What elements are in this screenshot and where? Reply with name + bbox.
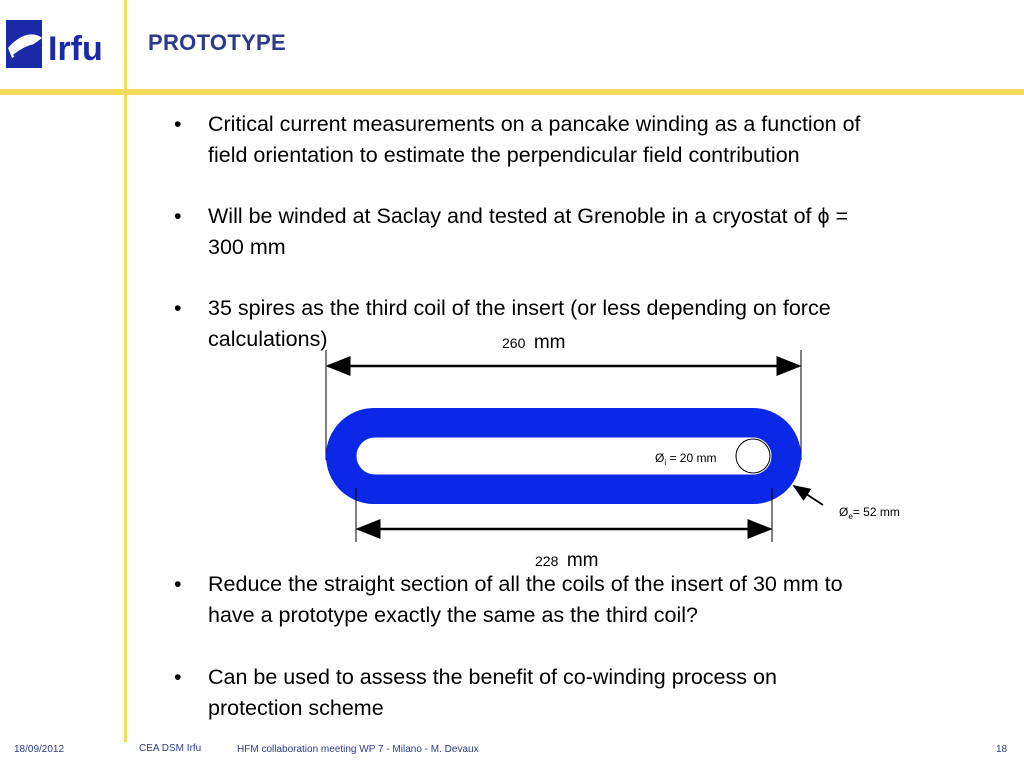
coil-diagram bbox=[310, 328, 920, 576]
horizontal-divider bbox=[0, 89, 1024, 95]
footer-page-number: 18 bbox=[996, 744, 1008, 755]
bottom-dimension-value: 228 bbox=[535, 553, 559, 569]
bullet-text: Will be winded at Saclay and tested at Grenoble in a cryostat of ϕ = 300 mm bbox=[208, 204, 849, 259]
bottom-dimension-unit: mm bbox=[566, 550, 599, 571]
bullet-marker: • bbox=[174, 665, 182, 689]
irfu-logo bbox=[4, 18, 118, 70]
bullet-text: Reduce the straight section of all the coils of the insert of 30 mm to have a prototype exactly the same as the third coil? bbox=[208, 572, 843, 627]
bullet-marker: • bbox=[174, 112, 182, 136]
bullet-text: Can be used to assess the benefit of co-winding process on protection scheme bbox=[208, 665, 777, 720]
top-dimension-unit: mm bbox=[533, 332, 566, 353]
inner-diameter-label: $Ø_i = 20$ mm bbox=[655, 451, 717, 467]
logo-text: Irfu bbox=[48, 30, 103, 68]
bullet-marker: • bbox=[174, 572, 182, 596]
footer-org: CEA DSM Irfu bbox=[139, 743, 202, 754]
outer-diameter-label: $Ø_e= 52$ mm bbox=[839, 505, 900, 521]
footer-date: 18/09/2012 bbox=[14, 744, 65, 755]
bullet-marker: • bbox=[174, 204, 182, 228]
top-dimension-value: 260 bbox=[502, 335, 526, 351]
vertical-divider bbox=[124, 0, 127, 742]
bullet-marker: • bbox=[174, 296, 182, 320]
bottom-dimension-label bbox=[535, 550, 598, 571]
bullet-text: 35 spires as the third coil of the insert (or less depending on force calculations) bbox=[208, 296, 831, 351]
footer-meeting: HFM collaboration meeting WP 7 - Milano - M. Devaux bbox=[237, 744, 479, 755]
outer-diameter-arrow bbox=[794, 486, 823, 505]
top-dimension-label bbox=[502, 332, 565, 353]
inner-diameter-circle bbox=[736, 439, 770, 473]
slide-title: PROTOTYPE bbox=[148, 30, 286, 55]
bullet-text: Critical current measurements on a pancake winding as a function of field orientation to estimate the perpendicular field contribution bbox=[208, 112, 861, 167]
